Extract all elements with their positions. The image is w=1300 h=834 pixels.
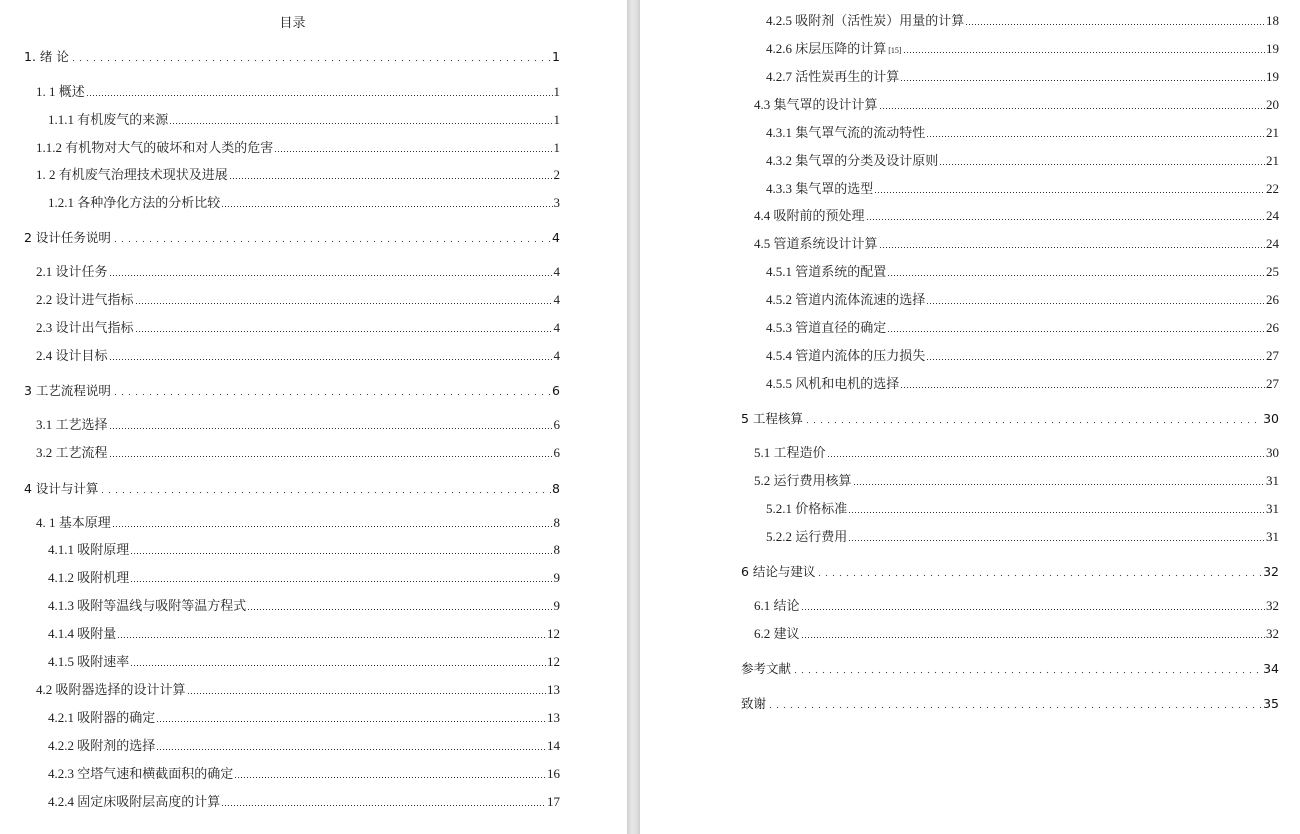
toc-entry-page-number: 32 [1266, 626, 1279, 641]
dot-leader [926, 295, 1265, 305]
toc-entry-page-number: 1 [553, 112, 560, 127]
toc-entry-label: 4.1.5 吸附速率 [48, 654, 130, 669]
toc-entry[interactable] [48, 541, 560, 559]
dot-leader [156, 741, 546, 751]
dot-leader [112, 386, 551, 396]
toc-entry-label: 1.1.1 有机废气的来源 [48, 112, 169, 127]
toc-entry[interactable] [766, 375, 1279, 393]
toc-entry-label: 4.2.6 床层压降的计算 [766, 41, 887, 56]
toc-title: 目录 [279, 16, 306, 31]
dot-leader [926, 351, 1265, 361]
toc-entry[interactable] [48, 709, 560, 727]
toc-entry[interactable] [754, 96, 1279, 114]
toc-entry[interactable] [766, 124, 1279, 142]
toc-entry[interactable] [766, 347, 1279, 365]
toc-entry-page-number: 6 [553, 445, 560, 460]
toc-entry-page-number: 25 [1266, 264, 1279, 279]
toc-entry[interactable] [36, 514, 560, 532]
dot-leader [247, 601, 552, 611]
toc-entry-label: 1. 2 有机废气治理技术现状及进展 [36, 167, 228, 182]
toc-entry-page-number: 27 [1266, 376, 1279, 391]
toc-entry-label: 4.5.4 管道内流体的压力损失 [766, 348, 926, 363]
toc-entry-page-number: 35 [1263, 696, 1279, 711]
dot-leader [874, 184, 1265, 194]
toc-entry[interactable] [766, 40, 1279, 58]
toc-entry[interactable] [766, 291, 1279, 309]
toc-entry-page-number: 16 [547, 766, 560, 781]
toc-entry-label: 1.1.2 有机物对大气的破坏和对人类的危害 [36, 140, 274, 155]
toc-entry-page-number: 1 [552, 49, 560, 64]
toc-entry-page-number: 19 [1266, 41, 1279, 56]
page-gutter-divider [627, 0, 640, 834]
dot-leader [900, 72, 1265, 82]
toc-entry-label: 5.2.2 运行费用 [766, 529, 848, 544]
toc-entry[interactable] [36, 444, 560, 462]
toc-entry[interactable] [36, 291, 560, 309]
toc-entry-label: 6.2 建议 [754, 626, 800, 641]
toc-entry-page-number: 8 [553, 515, 560, 530]
toc-entry[interactable] [48, 793, 560, 811]
dot-leader [926, 128, 1265, 138]
toc-entry-label: 1.2.1 各种净化方法的分析比较 [48, 195, 221, 210]
dot-leader [792, 664, 1262, 674]
toc-entry-page-number: 2 [553, 167, 560, 182]
toc-entry-page-number: 19 [1266, 69, 1279, 84]
toc-entry-page-number: 3 [553, 195, 560, 210]
dot-leader [109, 351, 553, 361]
toc-entry-label: 4.1.1 吸附原理 [48, 542, 130, 557]
dot-leader [804, 414, 1262, 424]
toc-entry-page-number: 4 [553, 264, 560, 279]
toc-entry[interactable] [766, 12, 1279, 30]
dot-leader [112, 233, 551, 243]
dot-leader [900, 379, 1265, 389]
dot-leader [827, 448, 1265, 458]
citation-reference: [15] [888, 46, 902, 55]
toc-entry-page-number: 32 [1263, 564, 1279, 579]
dot-leader [135, 295, 553, 305]
toc-entry-page-number: 12 [547, 654, 560, 669]
toc-entry[interactable] [36, 681, 560, 699]
toc-entry-label: 4.4 吸附前的预处理 [754, 208, 865, 223]
toc-entry[interactable] [754, 597, 1279, 615]
toc-entry-page-number: 31 [1266, 529, 1279, 544]
dot-leader [767, 699, 1262, 709]
toc-entry-page-number: 1 [553, 84, 560, 99]
dot-leader [229, 170, 553, 180]
toc-entry-label: 4.2.5 吸附剂（活性炭）用量的计算 [766, 13, 965, 28]
toc-entry-label: 4.5.1 管道系统的配置 [766, 264, 887, 279]
toc-entry-label: 4.2.4 固定床吸附层高度的计算 [48, 794, 221, 809]
dot-leader [169, 115, 552, 125]
dot-leader [156, 713, 546, 723]
dot-leader [866, 211, 1265, 221]
toc-entry-label: 4.3.2 集气罩的分类及设计原则 [766, 153, 939, 168]
dot-leader [887, 323, 1265, 333]
toc-entry-page-number: 31 [1266, 473, 1279, 488]
dot-leader [879, 100, 1265, 110]
toc-entry-page-number: 8 [552, 481, 560, 496]
toc-entry[interactable] [766, 180, 1279, 198]
dot-leader [274, 143, 552, 153]
dot-leader [221, 198, 552, 208]
toc-entry-page-number: 34 [1263, 661, 1279, 676]
toc-entry-page-number: 6 [553, 417, 560, 432]
toc-entry[interactable] [741, 695, 1279, 713]
toc-entry-page-number: 32 [1266, 598, 1279, 613]
toc-entry-page-number: 8 [553, 542, 560, 557]
toc-entry-label: 2.1 设计任务 [36, 264, 108, 279]
toc-entry[interactable] [48, 765, 560, 783]
dot-leader [801, 629, 1265, 639]
toc-entry[interactable] [48, 653, 560, 671]
toc-entry[interactable] [36, 319, 560, 337]
toc-entry-page-number: 4 [553, 320, 560, 335]
toc-entry-label: 4.3 集气罩的设计计算 [754, 97, 878, 112]
toc-entry[interactable] [754, 472, 1279, 490]
toc-entry-label: 4.5.5 风机和电机的选择 [766, 376, 900, 391]
dot-leader [117, 629, 546, 639]
toc-entry-page-number: 9 [553, 570, 560, 585]
toc-entry-label: 4.3.3 集气罩的选型 [766, 181, 874, 196]
dot-leader [801, 601, 1265, 611]
toc-entry-page-number: 24 [1266, 208, 1279, 223]
toc-entry-label: 4.1.4 吸附量 [48, 626, 117, 641]
toc-entry-label: 2.3 设计出气指标 [36, 320, 134, 335]
toc-entry-label: 致谢 [741, 696, 767, 711]
toc-entry[interactable] [36, 347, 560, 365]
toc-entry[interactable] [741, 563, 1279, 581]
dot-leader [130, 573, 552, 583]
toc-entry-page-number: 30 [1266, 445, 1279, 460]
toc-entry-label: 1. 1 概述 [36, 84, 85, 99]
toc-entry-label: 参考文献 [741, 661, 792, 676]
toc-entry-label: 5.1 工程造价 [754, 445, 826, 460]
toc-entry-page-number: 20 [1266, 97, 1279, 112]
dot-leader [939, 156, 1265, 166]
toc-entry-label: 2.4 设计目标 [36, 348, 108, 363]
toc-entry-label: 5.2.1 价格标准 [766, 501, 848, 516]
dot-leader [221, 797, 546, 807]
toc-entry-page-number: 22 [1266, 181, 1279, 196]
toc-entry[interactable] [36, 166, 560, 184]
toc-entry[interactable] [754, 207, 1279, 225]
toc-entry-label: 3.2 工艺流程 [36, 445, 108, 460]
toc-entry-page-number: 21 [1266, 125, 1279, 140]
dot-leader [187, 685, 546, 695]
toc-entry-page-number: 12 [547, 626, 560, 641]
right-page [640, 0, 1300, 834]
toc-entry[interactable] [766, 152, 1279, 170]
toc-entry[interactable] [24, 229, 560, 247]
toc-entry-page-number: 24 [1266, 236, 1279, 251]
left-page [0, 0, 627, 834]
toc-entry-label: 2.2 设计进气指标 [36, 292, 134, 307]
toc-entry[interactable] [48, 569, 560, 587]
toc-entry-page-number: 17 [547, 794, 560, 809]
toc-entry-label: 4.2.2 吸附剂的选择 [48, 738, 156, 753]
toc-entry-page-number: 13 [547, 682, 560, 697]
toc-entry-label: 4.5.2 管道内流体流速的选择 [766, 292, 926, 307]
toc-entry-page-number: 31 [1266, 501, 1279, 516]
toc-entry-label: 4.2 吸附器选择的设计计算 [36, 682, 186, 697]
toc-entry[interactable] [754, 235, 1279, 253]
toc-entry[interactable] [48, 194, 560, 212]
toc-entry[interactable] [48, 111, 560, 129]
dot-leader [109, 448, 553, 458]
toc-entry[interactable] [36, 83, 560, 101]
toc-entry-page-number: 4 [553, 348, 560, 363]
toc-entry-page-number: 30 [1263, 411, 1279, 426]
toc-entry[interactable] [766, 263, 1279, 281]
dot-leader [903, 44, 1265, 54]
toc-entry-label: 4.5 管道系统设计计算 [754, 236, 878, 251]
toc-entry[interactable] [754, 625, 1279, 643]
toc-entry-label: 4. 1 基本原理 [36, 515, 111, 530]
toc-entry-label: 6.1 结论 [754, 598, 800, 613]
dot-leader [99, 484, 551, 494]
toc-entry-label: 4.3.1 集气罩气流的流动特性 [766, 125, 926, 140]
dot-leader [112, 518, 553, 528]
toc-entry-label: 1. 绪 论 [24, 49, 69, 64]
toc-entry-label: 4.1.2 吸附机理 [48, 570, 130, 585]
toc-entry[interactable] [766, 528, 1279, 546]
toc-entry[interactable] [754, 444, 1279, 462]
toc-entry-label: 4.1.3 吸附等温线与吸附等温方程式 [48, 598, 247, 613]
toc-entry-label: 4.2.1 吸附器的确定 [48, 710, 156, 725]
toc-entry-page-number: 27 [1266, 348, 1279, 363]
toc-entry-page-number: 4 [552, 230, 560, 245]
toc-entry-label: 4.2.7 活性炭再生的计算 [766, 69, 900, 84]
dot-leader [130, 657, 546, 667]
toc-entry[interactable] [24, 48, 560, 66]
dot-leader [109, 267, 553, 277]
dot-leader [848, 504, 1265, 514]
toc-entry-page-number: 21 [1266, 153, 1279, 168]
toc-entry-label: 4.2.3 空塔气速和横截面积的确定 [48, 766, 234, 781]
toc-entry-page-number: 9 [553, 598, 560, 613]
toc-entry-page-number: 26 [1266, 292, 1279, 307]
toc-entry[interactable] [36, 263, 560, 281]
dot-leader [109, 420, 553, 430]
toc-entry-page-number: 18 [1266, 13, 1279, 28]
toc-entry-label: 4.5.3 管道直径的确定 [766, 320, 887, 335]
toc-entry-label: 3.1 工艺选择 [36, 417, 108, 432]
dot-leader [70, 52, 551, 62]
dot-leader [135, 323, 553, 333]
toc-entry[interactable] [36, 416, 560, 434]
toc-entry[interactable] [766, 500, 1279, 518]
toc-entry-label: 5 工程核算 [741, 411, 803, 426]
toc-entry-page-number: 13 [547, 710, 560, 725]
dot-leader [965, 16, 1265, 26]
toc-entry[interactable] [36, 139, 560, 157]
dot-leader [887, 267, 1265, 277]
dot-leader [816, 567, 1262, 577]
dot-leader [86, 87, 553, 97]
toc-entry[interactable] [48, 597, 560, 615]
toc-entry[interactable] [48, 737, 560, 755]
toc-entry-label: 4 设计与计算 [24, 481, 99, 496]
dot-leader [848, 532, 1265, 542]
toc-entry-page-number: 14 [547, 738, 560, 753]
toc-entry[interactable] [741, 660, 1279, 678]
toc-entry[interactable] [48, 625, 560, 643]
toc-entry-label: 6 结论与建议 [741, 564, 816, 579]
dot-leader [130, 545, 552, 555]
dot-leader [234, 769, 546, 779]
toc-entry-label: 2 设计任务说明 [24, 230, 111, 245]
toc-entry-label: 5.2 运行费用核算 [754, 473, 852, 488]
toc-entry[interactable] [766, 68, 1279, 86]
toc-entry[interactable] [741, 410, 1279, 428]
toc-entry[interactable] [766, 319, 1279, 337]
toc-entry-label: 3 工艺流程说明 [24, 383, 111, 398]
toc-entry-page-number: 1 [553, 140, 560, 155]
toc-entry[interactable] [24, 480, 560, 498]
dot-leader [879, 239, 1265, 249]
dot-leader [853, 476, 1265, 486]
toc-entry-page-number: 6 [552, 383, 560, 398]
toc-entry-page-number: 4 [553, 292, 560, 307]
toc-entry-page-number: 26 [1266, 320, 1279, 335]
toc-entry[interactable] [24, 382, 560, 400]
